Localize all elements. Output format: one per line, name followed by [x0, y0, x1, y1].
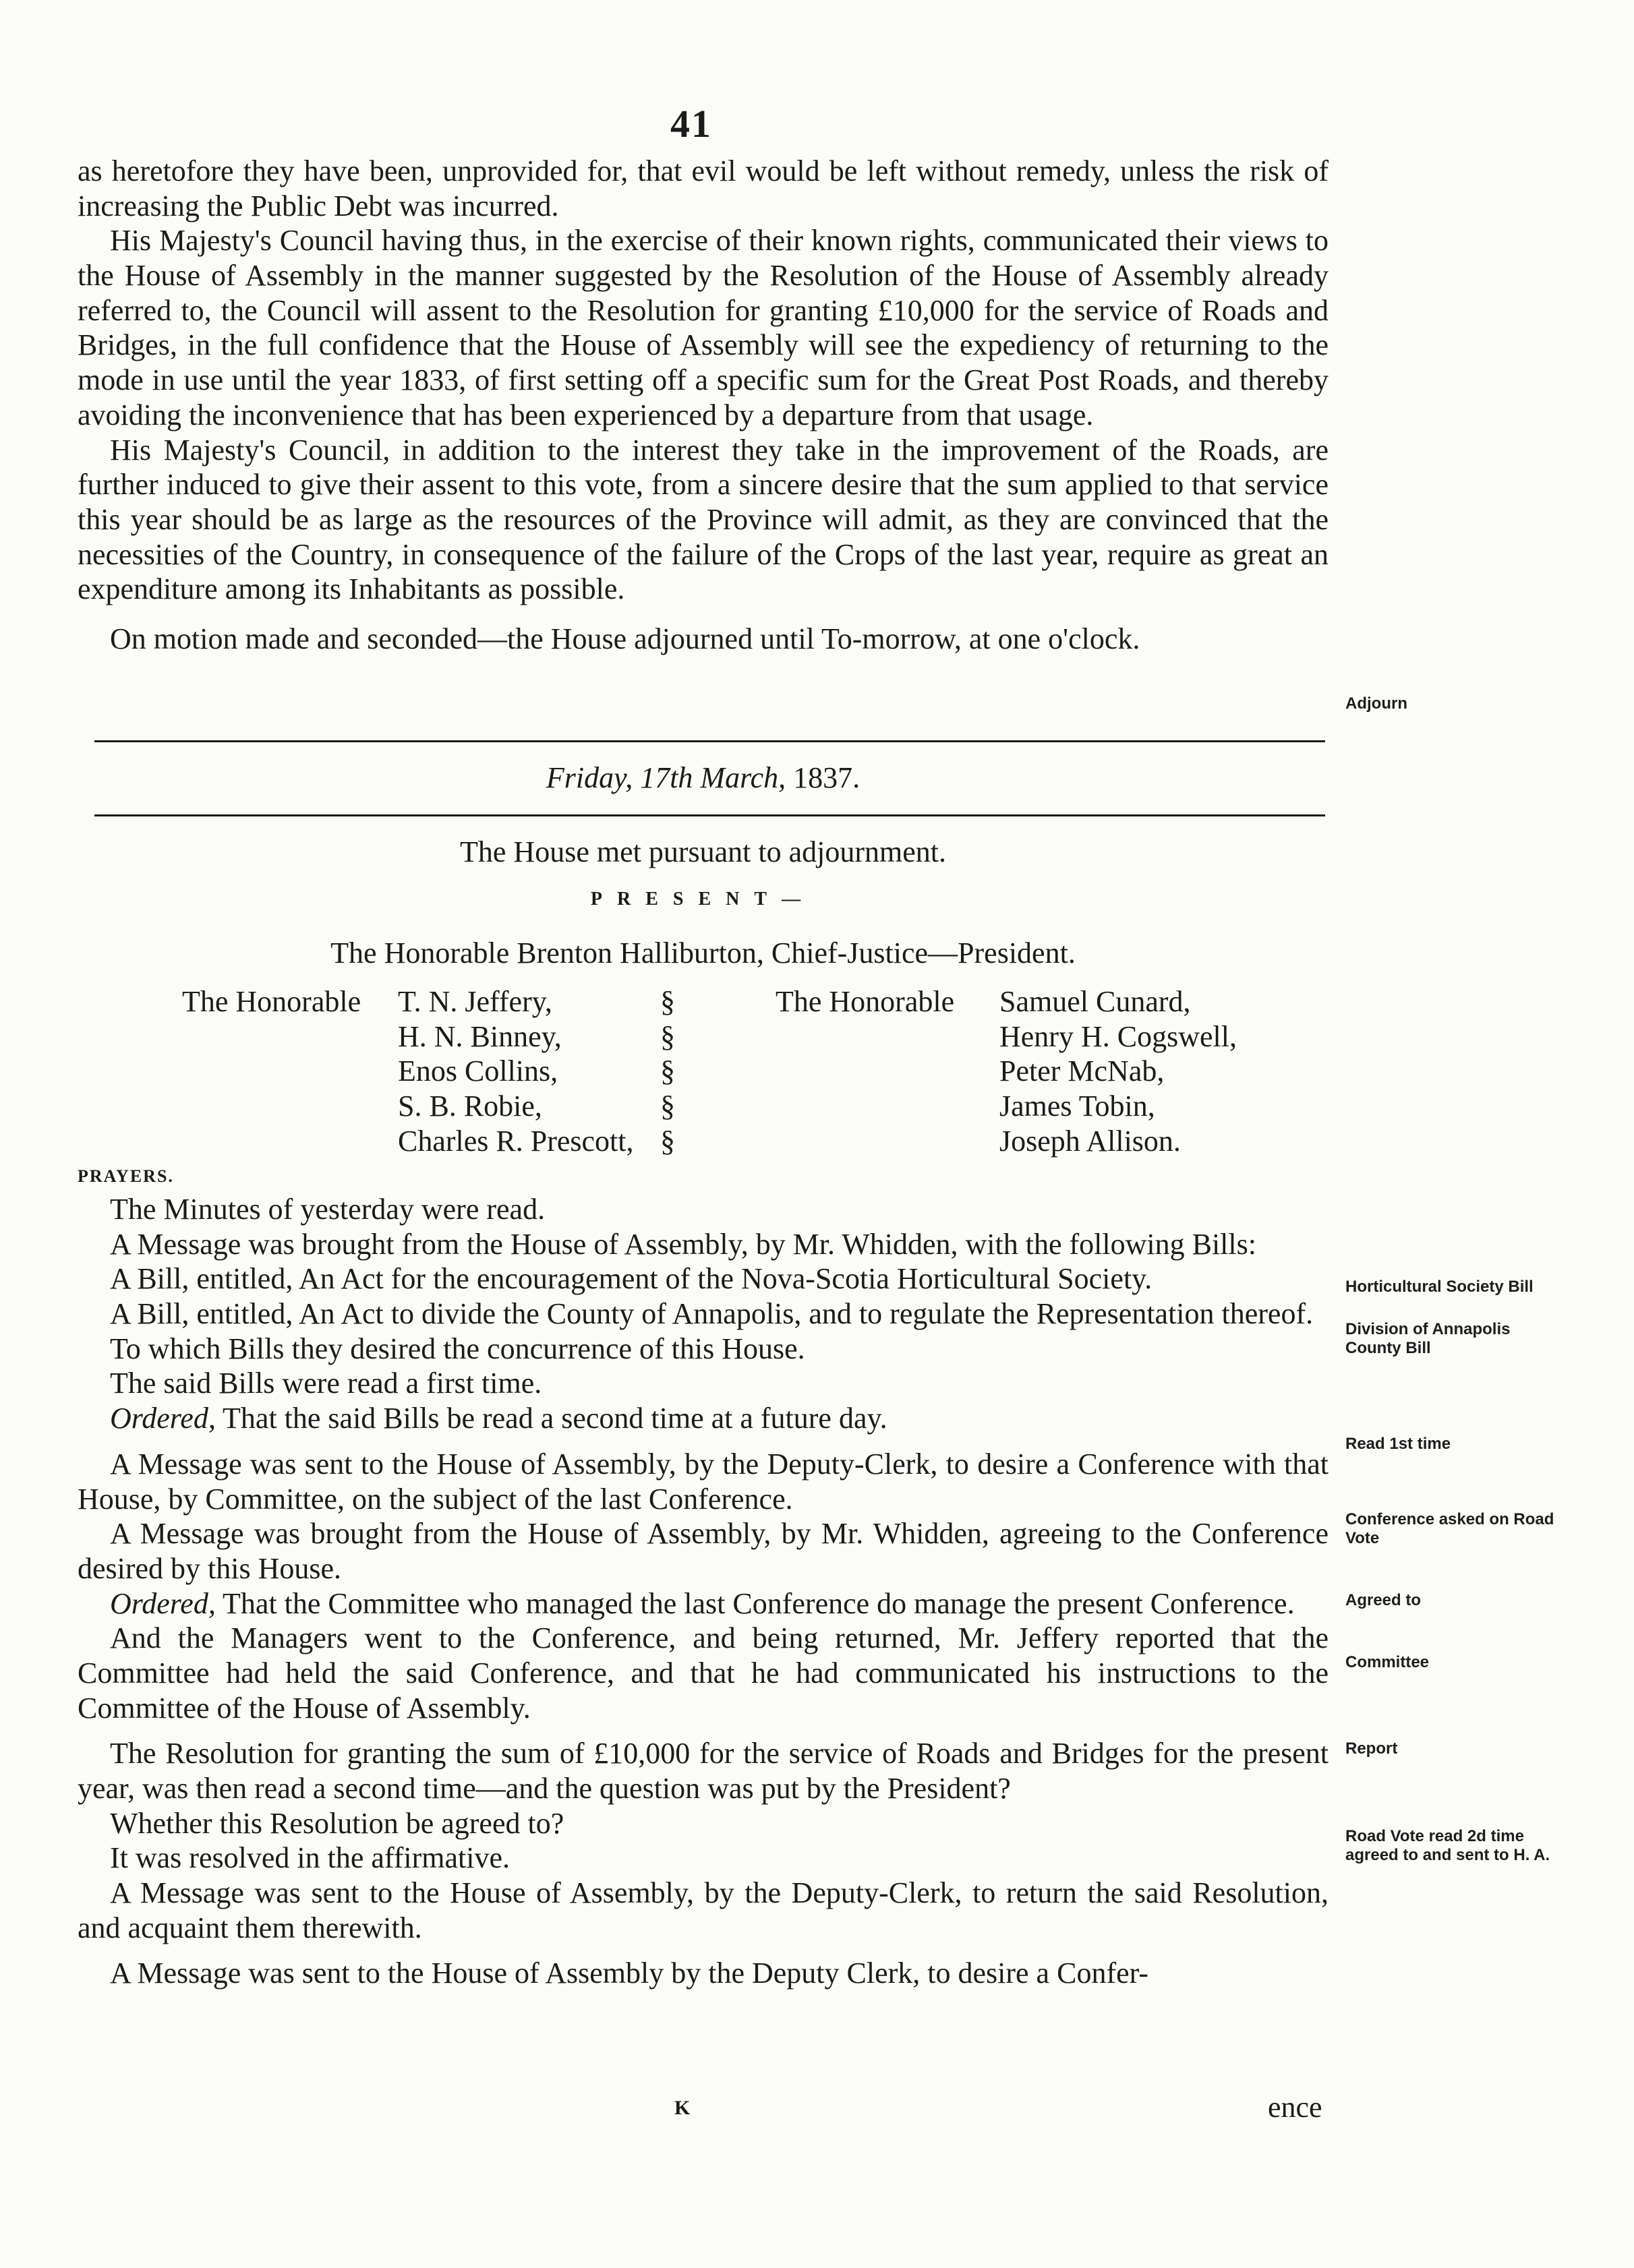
- date-day: Friday, 17th March,: [546, 761, 786, 794]
- catchword: ence: [1268, 2091, 1322, 2124]
- proceedings-block: [78, 1192, 1329, 1991]
- house-met-line: The House met pursuant to adjournment.: [460, 835, 946, 868]
- page-number: 41: [670, 102, 712, 146]
- margin-note-agreed: Agreed to: [1345, 1591, 1422, 1609]
- margin-note-committee: Committee: [1345, 1653, 1430, 1671]
- paragraph-bill-annapolis: A Bill, entitled, An Act to divide the County of Annapolis, and to regulate the Representation thereof.: [110, 1297, 1314, 1331]
- paragraph-concurrence: To which Bills they desired the concurrence of this House.: [110, 1332, 805, 1365]
- margin-note-horticultural: Horticultural Society Bill: [1345, 1278, 1534, 1296]
- members-left-names: [398, 984, 668, 1158]
- paragraph-conference-message: A Message was sent to the House of Assembly, by the Deputy-Clerk, to desire a Conference with that House, by Committee, on the subject of the last Conference.: [78, 1447, 1329, 1516]
- member-name: Peter McNab,: [999, 1054, 1165, 1088]
- paragraph-council-reasons: His Majesty's Council, in addition to the interest they take in the improvement of the Roads, are further induced to give their assent to this vote, from a sincere desire that the sum applied to that service this year should be as large as the resources of the Province will admit, as they are convinced that the necessities of the Country, in consequence of the failure of the Crops of the last year, require as great an expenditure among its Inhabitants as possible.: [78, 433, 1329, 606]
- ordered-text: That the said Bills be read a second time at a future day.: [223, 1402, 887, 1435]
- paragraph-conference-agreed: A Message was brought from the House of Assembly, by Mr. Whidden, agreeing to the Conference desired by this House.: [78, 1517, 1329, 1585]
- divider-top: [94, 740, 1325, 742]
- members-right-label-col: [776, 984, 998, 1019]
- signature-mark: K: [674, 2097, 691, 2119]
- member-name: James Tobin,: [999, 1090, 1155, 1123]
- paragraph-ordered-committee: [78, 1586, 1329, 1621]
- section-mark: §: [660, 985, 675, 1018]
- paragraph-return-resolution: A Message was sent to the House of Assembly, by the Deputy-Clerk, to return the said Resolution, and acquaint them therewith.: [78, 1876, 1329, 1944]
- member-name: H. N. Binney,: [398, 1019, 562, 1053]
- member-name: Charles R. Prescott,: [398, 1124, 634, 1158]
- member-name: Samuel Cunard,: [999, 985, 1191, 1018]
- section-mark: §: [660, 1090, 675, 1123]
- date-year: 1837.: [793, 761, 860, 794]
- margin-note-conference-asked: Conference asked on Road Vote: [1345, 1510, 1554, 1547]
- paragraph-question: Whether this Resolution be agreed to?: [110, 1806, 564, 1840]
- section-mark: §: [660, 1054, 675, 1088]
- section-mark: §: [660, 1124, 675, 1158]
- margin-note-adjourn: Adjourn: [1345, 694, 1407, 713]
- ordered-word: Ordered,: [110, 1586, 216, 1620]
- member-name: Henry H. Cogswell,: [999, 1019, 1237, 1053]
- adjourn-line: On motion made and seconded—the House adjourned until To-morrow, at one o'clock.: [110, 622, 1140, 655]
- paragraph-minutes: The Minutes of yesterday were read.: [110, 1193, 546, 1226]
- date-heading: [78, 760, 1329, 795]
- paragraph-resolved: It was resolved in the affirmative.: [110, 1841, 510, 1875]
- section-mark: §: [660, 1019, 675, 1053]
- members-right-label: The Honorable: [776, 985, 955, 1018]
- margin-note-read-first: Read 1st time: [1345, 1435, 1451, 1453]
- paragraph-bill-horticultural: A Bill, entitled, An Act for the encouragement of the Nova-Scotia Horticultural Society.: [110, 1262, 1152, 1296]
- president-line: The Honorable Brenton Halliburton, Chief-Justice—President.: [330, 936, 1076, 969]
- paragraph-read-first: The said Bills were read a first time.: [110, 1367, 542, 1400]
- divider-bottom: [94, 814, 1325, 816]
- top-text-block: [78, 154, 1329, 657]
- member-name: S. B. Robie,: [398, 1090, 542, 1123]
- paragraph-ordered-second: [78, 1401, 1329, 1436]
- paragraph-resolution-second: The Resolution for granting the sum of £10,000 for the service of Roads and Bridges for the present year, was then read a second time—and the question was put by the President?: [78, 1737, 1329, 1805]
- present-label: PRESENT—: [590, 889, 816, 909]
- member-name: Joseph Allison.: [999, 1124, 1181, 1158]
- margin-note-road-vote: Road Vote read 2d time agreed to and sent to H. A.: [1345, 1827, 1550, 1864]
- member-name: Enos Collins,: [398, 1054, 558, 1088]
- prayers-label: PRAYERS.: [78, 1166, 174, 1186]
- margin-note-annapolis: Division of Annapolis County Bill: [1345, 1320, 1511, 1357]
- margin-note-report: Report: [1345, 1739, 1398, 1758]
- paragraph-desire-conference: A Message was sent to the House of Assembly by the Deputy Clerk, to desire a Confer-: [110, 1957, 1149, 1990]
- members-separator-col: [647, 984, 688, 1158]
- members-left-label-col: [182, 984, 398, 1019]
- paragraph-continuation: as heretofore they have been, unprovided for, that evil would be left without remedy, unless the risk of increasing the Public Debt was incurred.: [78, 154, 1329, 222]
- paragraph-message-bills: A Message was brought from the House of Assembly, by Mr. Whidden, with the following Bills:: [110, 1227, 1256, 1261]
- members-left-label: The Honorable: [182, 985, 361, 1018]
- paragraph-council-assent: His Majesty's Council having thus, in the exercise of their known rights, communicated their views to the House of Assembly in the manner suggested by the Resolution of the House of Assembly already referred to, the Council will assent to the Resolution for granting £10,000 for the service of Roads and Bridges, in the full confidence that the House of Assembly will see the expediency of returning to the mode in use until the year 1833, of first setting off a specific sum for the Great Post Roads, and thereby avoiding the inconvenience that has been experienced by a departure from that usage.: [78, 224, 1329, 431]
- ordered-word: Ordered,: [110, 1402, 216, 1435]
- member-name: T. N. Jeffery,: [398, 985, 552, 1018]
- paragraph-managers-report: And the Managers went to the Conference, and being returned, Mr. Jeffery reported that the Committee had held the said Conference, and that he had communicated his instructions to the Committee of the House of Assembly.: [78, 1621, 1329, 1725]
- members-right-names: [999, 984, 1323, 1158]
- ordered-text: That the Committee who managed the last Conference do manage the present Conference.: [223, 1586, 1295, 1620]
